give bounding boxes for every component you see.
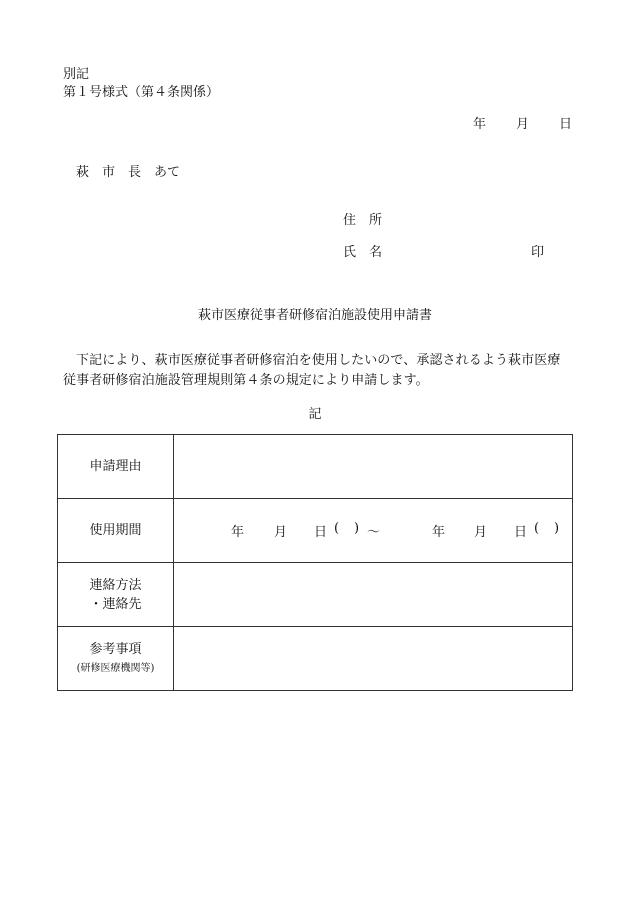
reason-label-cell bbox=[58, 435, 174, 499]
period-label-cell bbox=[58, 499, 174, 563]
reference-field[interactable] bbox=[174, 627, 573, 691]
addressee-shi: 市 bbox=[102, 165, 116, 180]
addressee-chou: 長 bbox=[128, 165, 142, 180]
document-title: 萩市医療従事者研修宿泊施設使用申請書 bbox=[197, 308, 432, 323]
table-row-reference bbox=[58, 627, 573, 691]
period-field[interactable] bbox=[174, 499, 573, 563]
table-row-period bbox=[58, 499, 573, 563]
period-end-close-paren: ) bbox=[554, 521, 560, 536]
contact-field[interactable] bbox=[174, 563, 573, 627]
addressee bbox=[76, 161, 180, 180]
reason-field[interactable] bbox=[174, 435, 573, 499]
name-label: 氏 名 bbox=[343, 245, 383, 260]
body-paragraph: 下記により、萩市医療従事者研修宿泊を使用したいので、承認されるよう萩市医療従事者研修宿泊施設管理規則第４条の規定により申請します。 bbox=[63, 353, 561, 388]
date-year: 年 bbox=[473, 117, 487, 132]
form-number: 第１号様式（第４条関係） bbox=[63, 85, 220, 100]
period-end-open-paren: ( bbox=[534, 521, 540, 536]
note-label: 別記 bbox=[63, 67, 90, 82]
reference-label-cell bbox=[58, 627, 174, 691]
contact-label-cell bbox=[58, 563, 174, 627]
reference-label-line1: 参考事項 bbox=[89, 641, 142, 657]
addressee-ate: あて bbox=[154, 165, 181, 180]
ki-label: 記 bbox=[308, 407, 322, 422]
period-tilde: ～ bbox=[367, 525, 381, 540]
address-label: 住 所 bbox=[343, 213, 383, 228]
date-line bbox=[473, 113, 572, 132]
table-row-contact bbox=[58, 563, 573, 627]
contact-label-line1: 連絡方法 bbox=[89, 577, 142, 593]
period-start-year: 年 bbox=[231, 525, 245, 540]
contact-label-line2: ・連絡先 bbox=[89, 596, 142, 612]
table-row-reason bbox=[58, 435, 573, 499]
period-content bbox=[174, 499, 572, 562]
period-end-month: 月 bbox=[474, 525, 488, 540]
date-day: 日 bbox=[559, 117, 573, 132]
period-start-month: 月 bbox=[274, 525, 288, 540]
period-label: 使用期間 bbox=[89, 523, 142, 538]
period-end-day: 日 bbox=[514, 525, 528, 540]
period-start-close-paren: ) bbox=[354, 521, 360, 536]
period-start-day: 日 bbox=[314, 525, 328, 540]
application-table bbox=[57, 434, 573, 691]
seal-label: 印 bbox=[531, 245, 545, 260]
reason-label: 申請理由 bbox=[89, 459, 142, 474]
reference-label-line2: (研修医療機関等) bbox=[76, 662, 155, 674]
period-end-year: 年 bbox=[432, 525, 446, 540]
addressee-city: 萩 bbox=[76, 165, 90, 180]
date-month: 月 bbox=[516, 117, 530, 132]
period-start-open-paren: ( bbox=[334, 521, 340, 536]
